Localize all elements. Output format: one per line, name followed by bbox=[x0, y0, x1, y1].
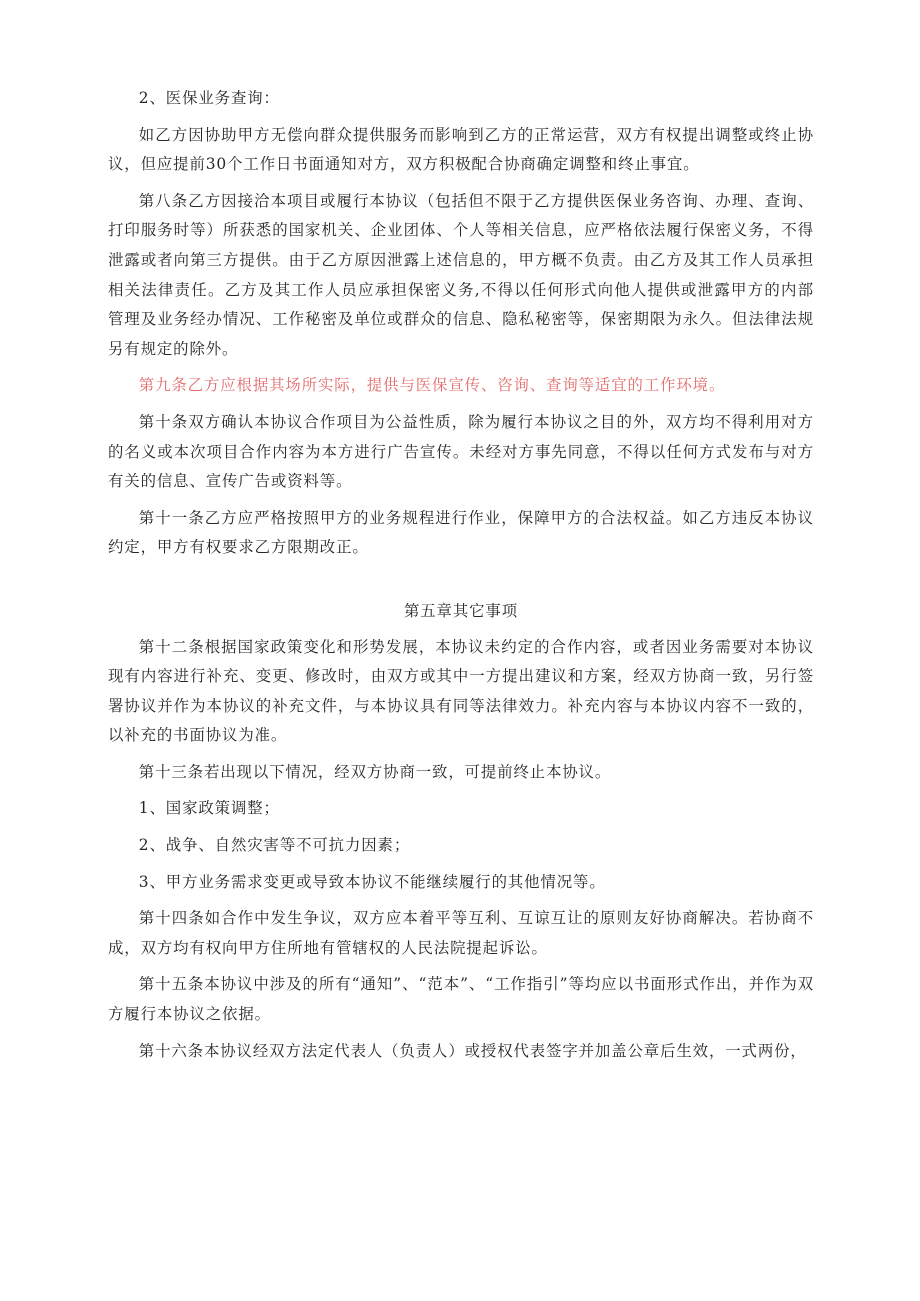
paragraph-article-8: 第八条乙方因接洽本项目或履行本协议（包括但不限于乙方提供医保业务咨询、办理、查询、打印服务时等）所获悉的国家机关、企业团体、个人等相关信息，应严格依法履行保密义务，不得泄露或者向第三方提供。由于乙方原因泄露上述信息的，甲方概不负责。由乙方及其工作人员承担相关法律责任。乙方及其工作人员应承担保密义务,不得以任何形式向他人提供或泄露甲方的内部管理及业务经办情况、工作秘密及单位或群众的信息、隐私秘密等，保密期限为永久。但法律法规另有规定的除外。 bbox=[108, 191, 814, 358]
document-body bbox=[108, 84, 814, 1073]
paragraph-list-item-2: 2、战争、自然灾害等不可抗力因素； bbox=[138, 836, 411, 855]
paragraph-list-item-3: 3、甲方业务需求变更或导致本协议不能继续履行的其他情况等。 bbox=[138, 872, 606, 891]
paragraph-article-10: 第十条双方确认本协议合作项目为公益性质，除为履行本协议之目的外，双方均不得利用对方的名义或本次项目合作内容为本方进行广告宣传。未经对方事先同意，不得以任何方式发布与对方有关的信息、宣传广告或资料等。 bbox=[108, 412, 814, 491]
paragraph-article-9: 第九条乙方应根据其场所实际，提供与医保宣传、咨询、查询等适宜的工作环境。 bbox=[138, 376, 726, 395]
paragraph-article-12: 第十二条根据国家政策变化和形势发展，本协议未约定的合作内容，或者因业务需要对本协议现有内容进行补充、变更、修改时，由双方或其中一方提出建议和方案，经双方协商一致，另行签署协议并作为本协议的补充文件，与本协议具有同等法律效力。补充内容与本协议内容不一致的，以补充的书面协议为准。 bbox=[108, 637, 814, 745]
paragraph-article-15: 第十五条本协议中涉及的所有“通知”、“范本”、“工作指引”等均应以书面形式作出，并作为双方履行本协议之依据。 bbox=[108, 975, 814, 1024]
paragraph-article-16: 第十六条本协议经双方法定代表人（负责人）或授权代表签字并加盖公章后生效，一式两份， bbox=[138, 1041, 807, 1060]
paragraph-item-2: 2、医保业务查询： bbox=[138, 89, 280, 107]
paragraph-adjust-terminate: 如乙方因协助甲方无偿向群众提供服务而影响到乙方的正常运营，双方有权提出调整或终止协议，但应提前30个工作日书面通知对方，双方积极配合协商确定调整和终止事宜。 bbox=[108, 125, 814, 174]
section-top bbox=[108, 84, 814, 563]
paragraph-article-14: 第十四条如合作中发生争议，双方应本着平等互利、互谅互让的原则友好协商解决。若协商不成，双方均有权向甲方住所地有管辖权的人民法院提起诉讼。 bbox=[108, 909, 814, 957]
paragraph-article-13: 第十三条若出现以下情况，经双方协商一致，可提前终止本协议。 bbox=[138, 762, 612, 781]
paragraph-article-11: 第十一条乙方应严格按照甲方的业务规程进行作业，保障甲方的合法权益。如乙方违反本协议约定，甲方有权要求乙方限期改正。 bbox=[108, 508, 814, 557]
chapter-title: 第五章其它事项 bbox=[403, 601, 519, 620]
paragraph-list-item-1: 1、国家政策调整； bbox=[138, 799, 280, 818]
section-bottom bbox=[108, 633, 814, 1067]
